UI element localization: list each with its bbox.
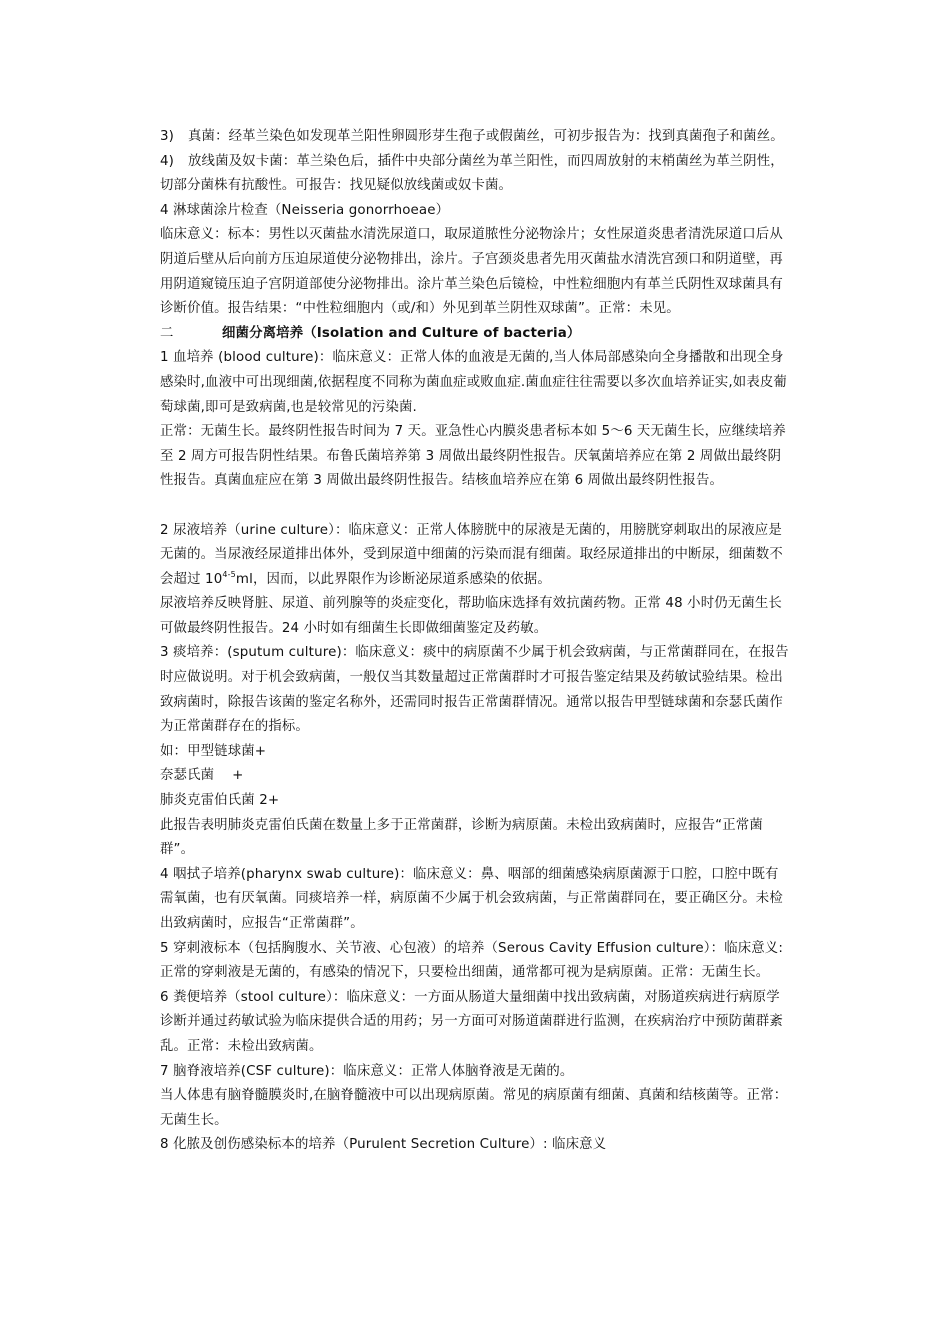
item-number: 3) [160, 129, 175, 144]
gonorrhoeae-title: 4 淋球菌涂片检查（Neisseria gonorrhoeae） [160, 202, 450, 218]
paragraph-text: 真菌：经革兰染色如发现革兰阳性卵圆形芽生孢子或假菌丝，可初步报告为：找到真菌孢子和菌丝。 [188, 129, 784, 144]
serous-culture-paragraph: 5 穿刺液标本（包括胸腹水、关节液、心包液）的培养（Serous Cavity Effusion culture）：临床意义:正常的穿刺液是无菌的，有感染的情况下，只要检出细菌，通常都可视为是病原菌。正常：无菌生长。 [160, 940, 784, 981]
gonorrhoeae-body: 临床意义：标本：男性以灭菌盐水清洗尿道口，取尿道脓性分泌物涂片；女性尿道炎患者清洗尿道口后从阴道后壁从后向前方压迫尿道使分泌物排出，涂片。子宫颈炎患者先用灭菌盐水清洗宫颈口和阴道壁，再用阴道窥镜压迫子宫阴道部使分泌物排出。涂片革兰染色后镜检，中性粒细胞内有革兰氏阴性双球菌具有诊断价值。报告结果：“中性粒细胞内（或/和）外见到革兰阴性双球菌”。正常：未见。 [160, 227, 783, 317]
csf-culture-paragraph: 7 脑脊液培养(CSF culture)：临床意义：正常人体脑脊液是无菌的。 [160, 1063, 574, 1079]
stool-culture-paragraph: 6 粪便培养（stool culture）：临床意义：一方面从肠道大量细菌中找出致病菌，对肠道疾病进行病原学诊断并通过药敏试验为临床提供合适的用药；另一方面可对肠道菌群进行监测，在疾病治疗中预防菌群紊乱。正常：未检出致病菌。 [160, 989, 783, 1054]
paragraph-fungi [160, 125, 792, 150]
example-line-2: 奈瑟氏菌 + [160, 768, 244, 784]
paragraph-actinomyces [160, 150, 792, 199]
sputum-note: 此报告表明肺炎克雷伯氏菌在数量上多于正常菌群，诊断为病原菌。未检出致病菌时，应报告“正常菌群”。 [160, 817, 763, 858]
urine-text-b: ml，因而，以此界限作为诊断泌尿道系感染的依据。 [235, 571, 551, 587]
example-line-1: 如：甲型链球菌+ [160, 743, 267, 759]
csf-culture-paragraph-2: 当人体患有脑脊髓膜炎时,在脑脊髓液中可以出现病原菌。常见的病原菌有细菌、真菌和结核菌等。正常：无菌生长。 [160, 1088, 788, 1128]
section-heading [160, 322, 792, 347]
sputum-culture-paragraph: 3 痰培养：(sputum culture)：临床意义：痰中的病原菌不少属于机会致病菌，与正常菌群同在，在报告时应做说明。对于机会致病菌，一般仅当其数量超过正常菌群时才可报告鉴定结果及药敏试验结果。检出致病菌时，除报告该菌的鉴定名称外，还需同时报告正常菌群情况。通常以报告甲型链球菌和奈瑟氏菌作为正常菌群存在的指标。 [160, 645, 789, 735]
urine-text-a: 2 尿液培养（urine culture）：临床意义：正常人体膀胱中的尿液是无菌的，用膀胱穿刺取出的尿液应是无菌的。当尿液经尿道排出体外，受到尿道中细菌的污染而混有细菌。取经尿道排出的中断尿，细菌数不会超过 10 [160, 522, 783, 587]
section-title: 细菌分离培养（Isolation and Culture of bacteria） [222, 325, 581, 341]
paragraph-text: 放线菌及奴卡菌：革兰染色后，插件中央部分菌丝为革兰阳性，而四周放射的末梢菌丝为革兰阴性，切部分菌株有抗酸性。可报告：找见疑似放线菌或奴卡菌。 [160, 153, 784, 194]
blank-line [160, 494, 792, 519]
urine-culture-paragraph-2: 尿液培养反映肾脏、尿道、前列腺等的炎症变化，帮助临床选择有效抗菌药物。正常 48 小时仍无菌生长可做最终阴性报告。24 小时如有细菌生长即做细菌鉴定及药敏。 [160, 596, 782, 636]
blood-culture-paragraph: 1 血培养 (blood culture)：临床意义：正常人体的血液是无菌的,当人体局部感染向全身播散和出现全身感染时,血液中可出现细菌,依据程度不同称为菌血症或败血症.菌血症往往需要以多次血培养证实,如表皮葡萄球菌,即可是致病菌,也是较常见的污染菌. [160, 350, 787, 415]
pharynx-culture-paragraph: 4 咽拭子培养(pharynx swab culture)：临床意义：鼻、咽部的细菌感染病原菌源于口腔，口腔中既有需氧菌，也有厌氧菌。同痰培养一样，病原菌不少属于机会致病菌，与正常菌群同在，要正确区分。未检出致病菌时，应报告“正常菌群”。 [160, 866, 783, 931]
section-number: 二 [160, 325, 174, 341]
example-line-3: 肺炎克雷伯氏菌 2+ [160, 793, 280, 809]
urine-culture-paragraph [160, 519, 792, 593]
purulent-culture-paragraph: 8 化脓及创伤感染标本的培养（Purulent Secretion Culture）: 临床意义 [160, 1137, 607, 1153]
document-page [160, 125, 792, 1158]
item-number: 4) [160, 153, 175, 169]
blood-culture-normal: 正常：无菌生长。最终阴性报告时间为 7 天。亚急性心内膜炎患者标本如 5～6 天无菌生长，应继续培养至 2 周方可报告阴性结果。布鲁氏菌培养第 3 周做出最终阴性报告。厌氧菌培养应在第 2 周做出最终阴性报告。真菌血症应在第 3 周做出最终阴性报告。结核血培养应在第 6 周做出最终阴性报告。 [160, 424, 786, 489]
urine-exponent: 4-5 [222, 569, 236, 579]
